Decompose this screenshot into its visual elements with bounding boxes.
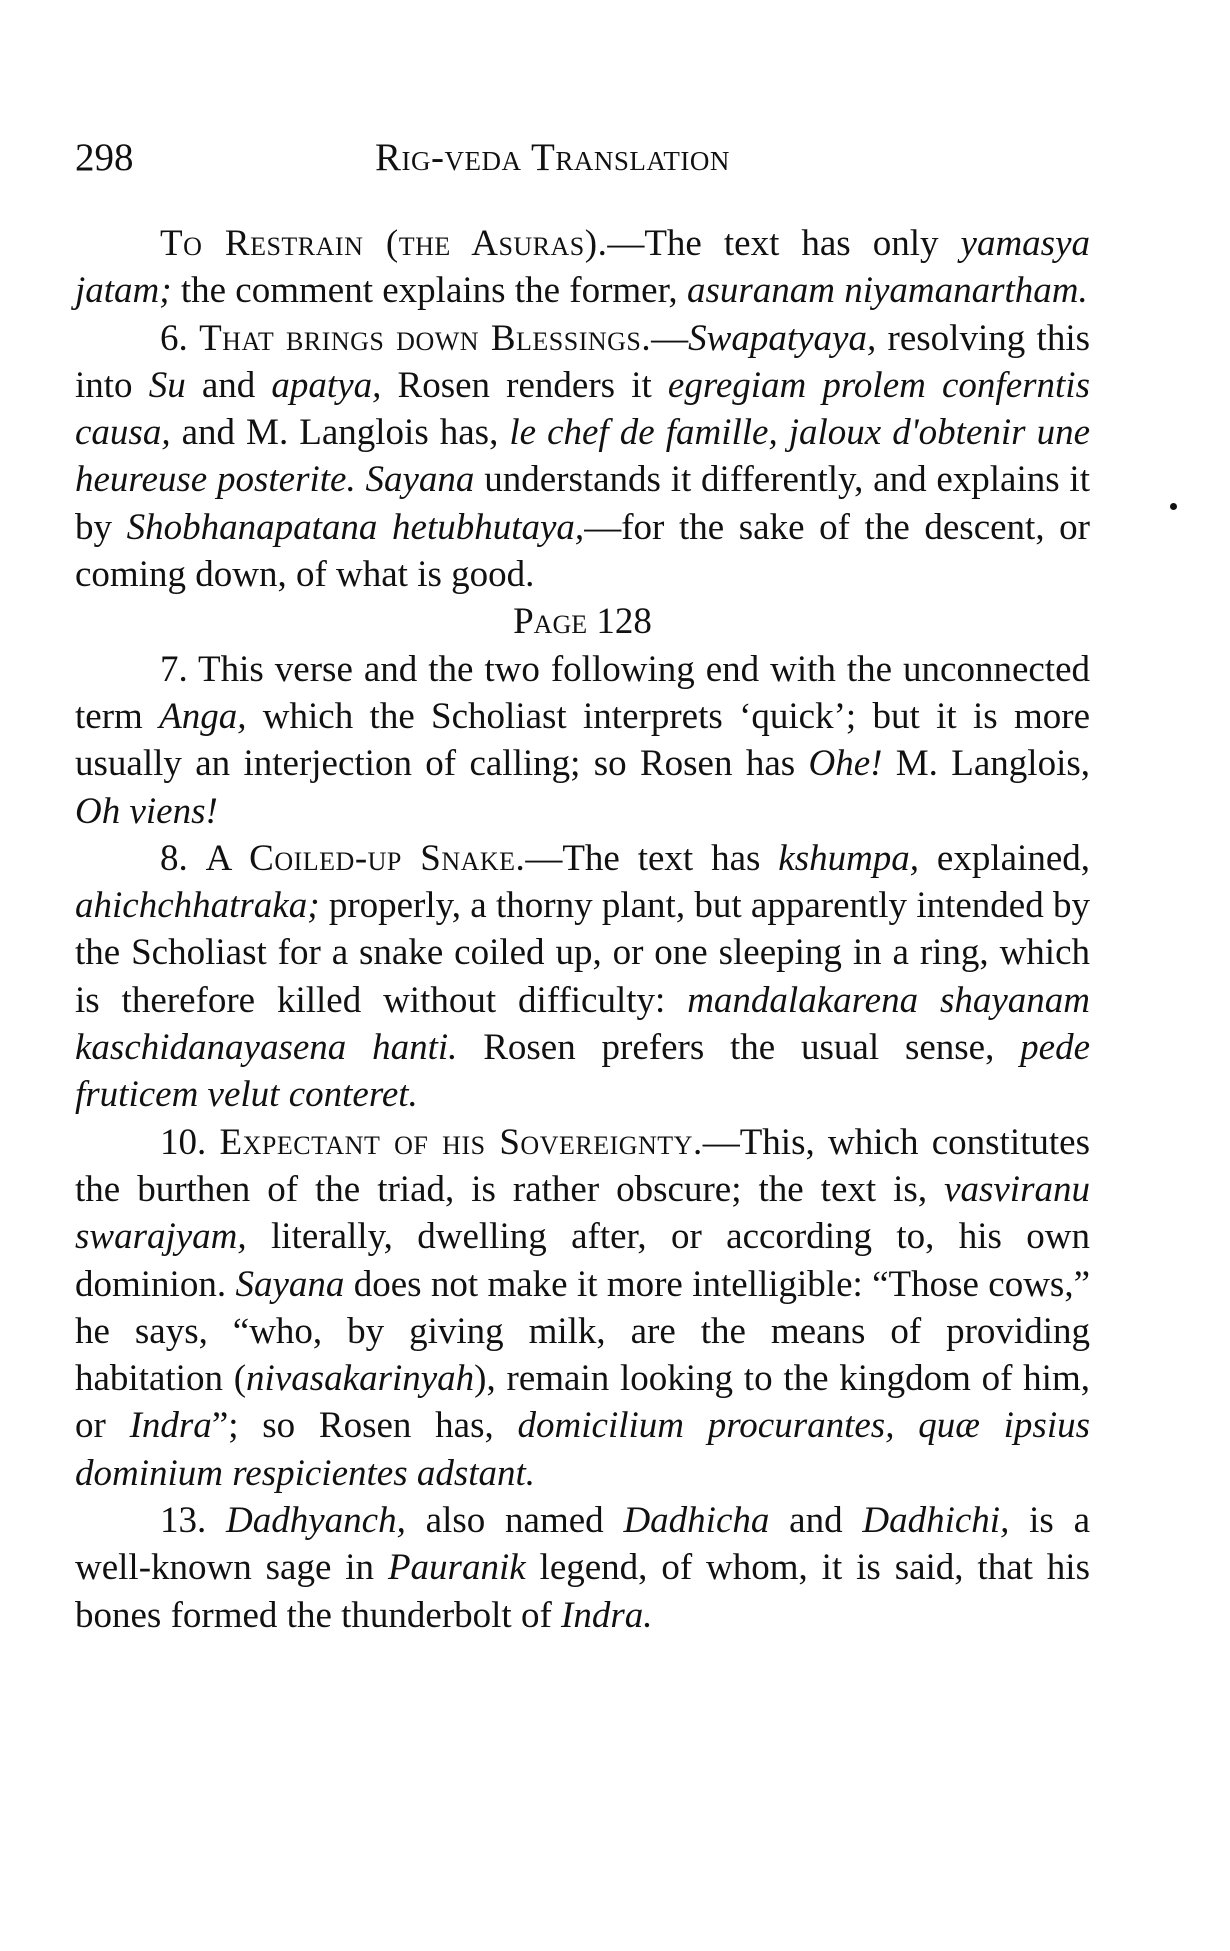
paragraph-note-7	[75, 646, 1090, 835]
note-heading: A Coiled-up Snake.	[205, 837, 526, 879]
italic-run: Indra	[129, 1405, 212, 1447]
italic-run: asuranam niyamanartham.	[686, 270, 1088, 312]
text-run: Rosen renders it	[381, 364, 668, 406]
text-run: explained,	[919, 837, 1091, 879]
italic-run: Swapatyaya,	[688, 317, 877, 359]
text-run: legend, of whom, it is said, that his bones formed the thunderbolt of	[75, 1547, 1090, 1636]
italic-run: le chef de famille, jaloux d'obtenir une heureuse posterite.	[75, 412, 1090, 501]
text-run: properly, a thorny plant, but apparently intended by the Scholiast for a snake coiled up, or one sleeping in a ring, which is therefore killed without difficulty:	[75, 885, 1090, 1021]
italic-run: Anga,	[159, 695, 247, 737]
paragraph-note-10	[75, 1119, 1090, 1497]
page-number: 298	[75, 136, 134, 179]
note-number: 10.	[160, 1121, 220, 1163]
text-run: —The text has only	[607, 223, 961, 264]
italic-run: Dadhyanch,	[226, 1500, 406, 1542]
text-run: —	[651, 317, 689, 359]
italic-run: Indra.	[561, 1594, 653, 1636]
italic-run: Shobhanapatana hetubhutaya,	[126, 506, 585, 548]
note-heading: That brings down Blessings.	[199, 317, 652, 359]
italic-run: yamasya jatam;	[75, 223, 1090, 312]
italic-run: Su	[148, 364, 186, 406]
text-run: and M. Langlois has,	[170, 412, 510, 454]
italic-run: egregiam prolem conferntis causa,	[75, 364, 1090, 454]
paragraph-restrain	[75, 220, 1090, 315]
paragraph-note-8	[75, 835, 1090, 1119]
text-run: also named	[405, 1500, 624, 1542]
italic-run: Dadhichi,	[862, 1500, 1010, 1542]
italic-run: domicilium procurantes, quæ ipsius dominium respicientes adstant.	[75, 1405, 1090, 1494]
text-run: the comment explains the former,	[171, 270, 687, 312]
text-run: —for the sake of the descent, or coming down, of what is good.	[75, 506, 1091, 596]
text-run: ), remain looking to the kingdom of him, or	[75, 1358, 1090, 1447]
text-run: resolving this into	[75, 317, 1090, 406]
italic-run: nivasakarinyah	[246, 1358, 475, 1400]
paragraph-note-6	[75, 315, 1090, 599]
text-run: Rosen prefers the usual sense,	[457, 1027, 1021, 1069]
text-run: M. Langlois,	[882, 743, 1091, 785]
text-run: —This, which constitutes the burthen of the triad, is rather obscure; the text is,	[75, 1121, 1091, 1210]
italic-run: mandalakarena shayanam kaschidanayasena hanti.	[75, 979, 1090, 1069]
text-run: is a well-known sage in	[75, 1500, 1090, 1589]
italic-run: Sayana	[235, 1263, 345, 1305]
italic-run: Pauranik	[387, 1547, 526, 1589]
text-run: ”; so Rosen has,	[211, 1405, 518, 1447]
page-header	[75, 135, 1130, 195]
note-number: 8.	[160, 837, 206, 879]
note-heading: To Restrain (the Asuras).	[160, 223, 608, 264]
text-run: and	[769, 1500, 863, 1542]
text-run: does not make it more intelligible: “Those cows,” he says, “who, by giving milk, are the means of providing habitation (	[75, 1263, 1091, 1400]
text-run: literally, dwelling after, or according to, his own dominion.	[75, 1216, 1090, 1305]
note-heading: Expectant of his Sovereignty.	[219, 1121, 703, 1163]
paragraph-note-13	[75, 1497, 1090, 1639]
text-run: understands it differently, and explains it by	[75, 459, 1090, 548]
note-number: 6.	[160, 317, 200, 359]
italic-run: kshumpa,	[778, 837, 920, 879]
italic-run: vasviranu swarajyam,	[75, 1168, 1090, 1258]
italic-run: Sayana	[365, 459, 475, 501]
italic-run: ahichchhatraka;	[75, 885, 320, 927]
text-run: —The text has	[525, 837, 779, 879]
running-title: Rig-veda Translation	[375, 136, 730, 179]
text-run: which the Scholiast interprets ‘quick’; but it is more usually an interjection of calling; so Rosen has	[75, 695, 1090, 785]
text-run: 13.	[160, 1500, 227, 1542]
italic-run: Ohe!	[808, 743, 883, 785]
italic-run: Oh viens!	[75, 790, 218, 832]
section-heading: Page 128	[513, 601, 652, 643]
text-run: 7. This verse and the two following end with the unconnected term	[75, 648, 1090, 737]
text-run: and	[185, 364, 272, 406]
italic-run: Dadhicha	[623, 1500, 770, 1542]
page-body	[75, 220, 1090, 1639]
italic-run: apatya,	[271, 364, 382, 406]
margin-speck	[1170, 503, 1177, 510]
italic-run: pede fruticem velut conteret.	[75, 1027, 1091, 1116]
